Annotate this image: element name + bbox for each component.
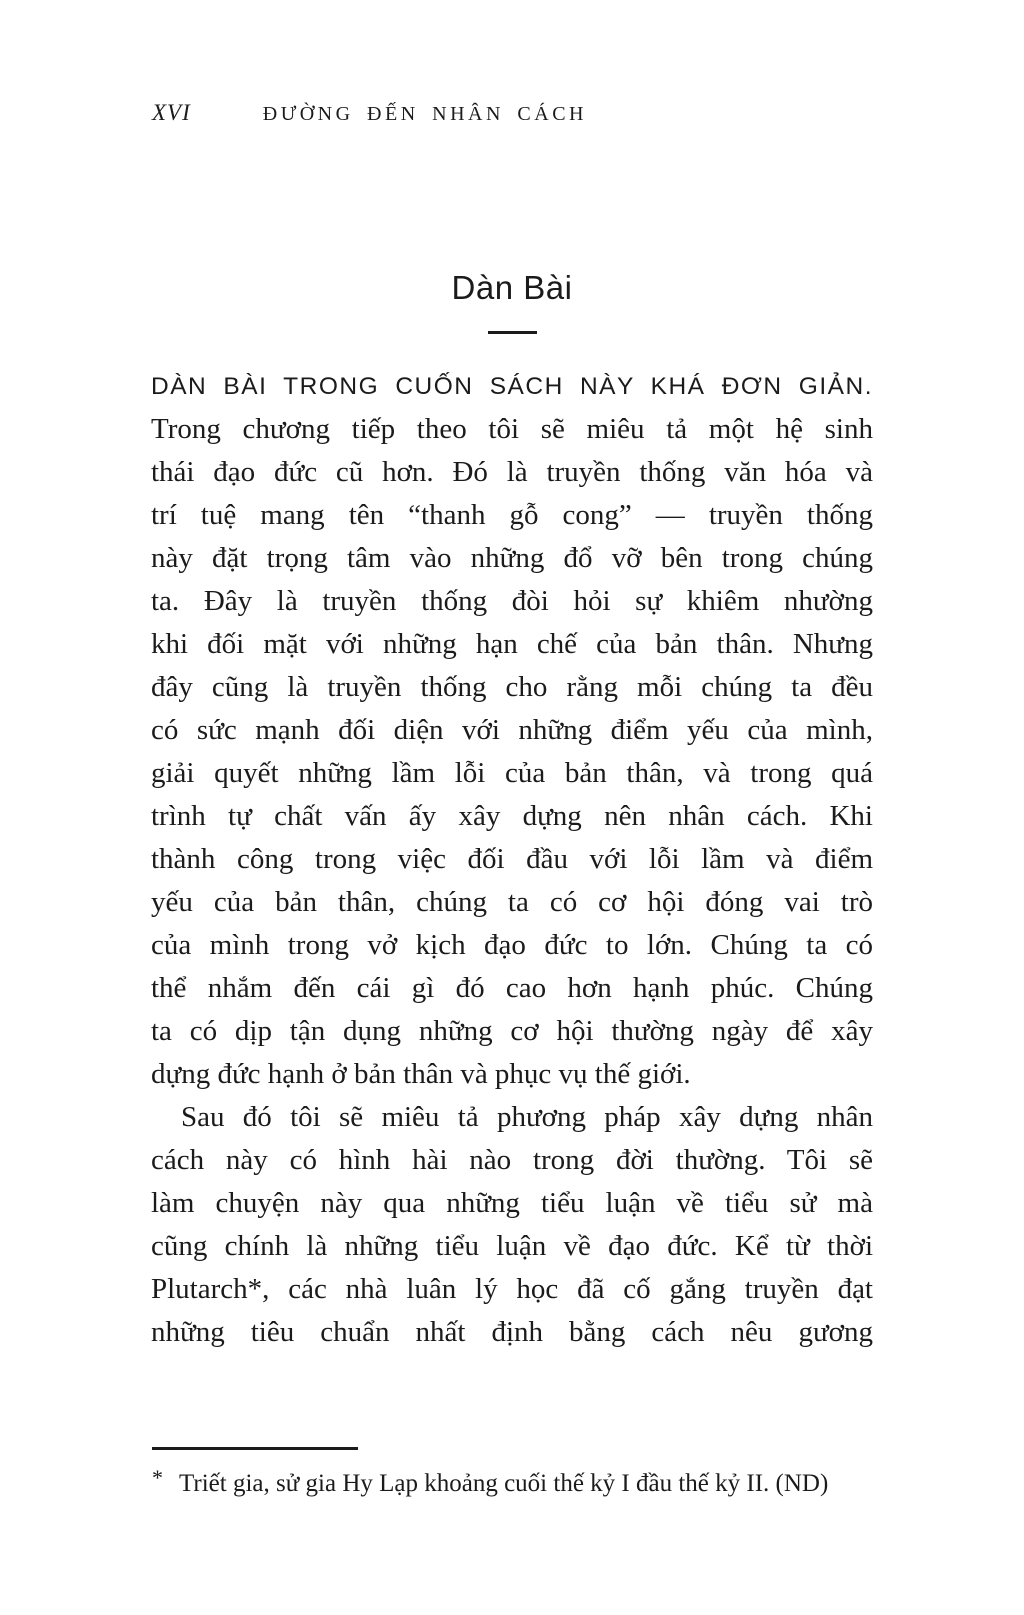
- body-line: có sức mạnh đối diện với những điểm yếu của mình,: [151, 714, 873, 746]
- body-line: thái đạo đức cũ hơn. Đó là truyền thống văn hóa và: [151, 456, 873, 488]
- body-line: Sau đó tôi sẽ miêu tả phương pháp xây dựng nhân: [181, 1101, 873, 1133]
- body-line: khi đối mặt với những hạn chế của bản thân. Nhưng: [151, 628, 873, 660]
- body-line: thành công trong việc đối đầu với lỗi lầm và điểm: [151, 843, 873, 875]
- footnote: [152, 1460, 874, 1502]
- body-line: những tiêu chuẩn nhất định bằng cách nêu gương: [151, 1316, 873, 1348]
- body-line: yếu của bản thân, chúng ta có cơ hội đóng vai trò: [151, 886, 873, 918]
- footnote-text: Triết gia, sử gia Hy Lạp khoảng cuối thế kỷ I đầu thế kỷ II. (ND): [179, 1470, 829, 1497]
- running-header: [152, 100, 874, 126]
- title-divider-rule: [488, 331, 537, 334]
- body-line: DÀN BÀI TRONG CUỐN SÁCH NÀY KHÁ ĐƠN GIẢN.: [151, 373, 873, 400]
- body-line: ta có dịp tận dụng những cơ hội thường ngày để xây: [151, 1015, 873, 1047]
- footnote-marker: *: [152, 1465, 163, 1490]
- body-line: cách này có hình hài nào trong đời thường. Tôi sẽ: [151, 1144, 873, 1176]
- running-title: ĐƯỜNG ĐẾN NHÂN CÁCH: [262, 103, 587, 125]
- body-line: Trong chương tiếp theo tôi sẽ miêu tả một hệ sinh: [151, 413, 873, 445]
- body-text: [151, 365, 873, 1354]
- body-line: giải quyết những lầm lỗi của bản thân, và trong quá: [151, 757, 873, 789]
- chapter-title: Dàn Bài: [451, 269, 573, 306]
- page-number: XVI: [152, 100, 191, 125]
- body-line: cũng chính là những tiểu luận về đạo đức. Kể từ thời: [151, 1230, 873, 1262]
- body-line: này đặt trọng tâm vào những đổ vỡ bên trong chúng: [151, 542, 873, 574]
- body-line: của mình trong vở kịch đạo đức to lớn. Chúng ta có: [151, 929, 873, 961]
- body-line: trình tự chất vấn ấy xây dựng nên nhân cách. Khi: [151, 800, 873, 832]
- body-line: dựng đức hạnh ở bản thân và phục vụ thế giới.: [151, 1058, 691, 1090]
- body-line: thể nhắm đến cái gì đó cao hơn hạnh phúc. Chúng: [151, 972, 873, 1004]
- body-line: Plutarch*, các nhà luân lý học đã cố gắng truyền đạt: [151, 1273, 873, 1305]
- footnote-divider-rule: [152, 1447, 358, 1450]
- body-line: trí tuệ mang tên “thanh gỗ cong” — truyền thống: [151, 499, 873, 531]
- body-line: làm chuyện này qua những tiểu luận về tiểu sử mà: [151, 1187, 873, 1219]
- body-line: đây cũng là truyền thống cho rằng mỗi chúng ta đều: [151, 671, 873, 703]
- body-line: ta. Đây là truyền thống đòi hỏi sự khiêm nhường: [151, 585, 873, 617]
